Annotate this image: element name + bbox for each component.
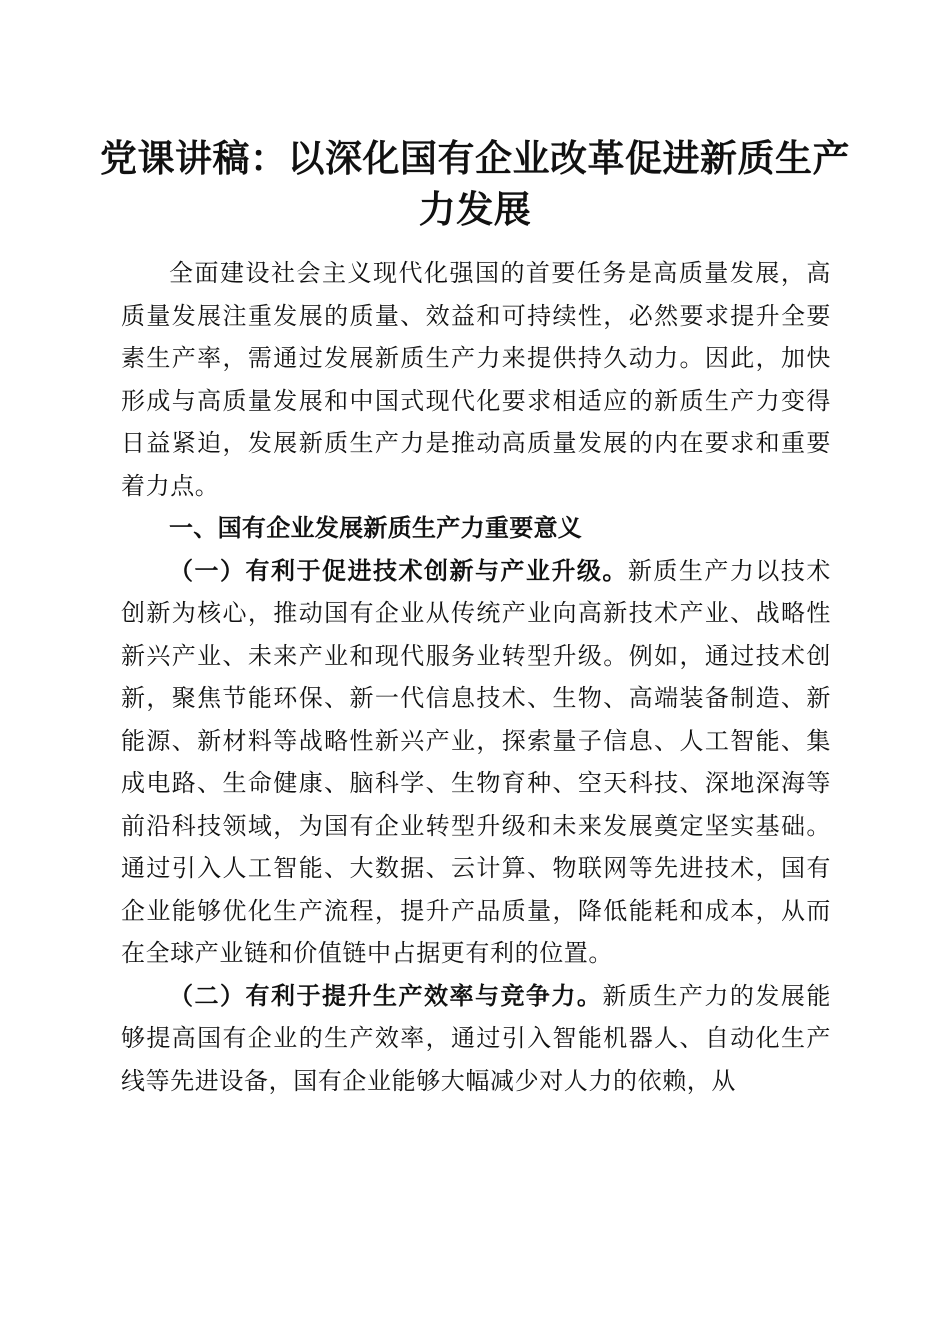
section-1-item-2-text: 新质生产力的发展能够提高国有企业的生产效率，通过引入智能机器人、自动化生产线等先进设备，国有企业能够大幅减少对人力的依赖，从 <box>121 981 832 1095</box>
title-line-1: 党课讲稿：以深化国有企业改革促进新质生产 <box>100 136 850 180</box>
intro-paragraph: 全面建设社会主义现代化强国的首要任务是高质量发展，高质量发展注重发展的质量、效益和可持续性，必然要求提升全要素生产率，需通过发展新质生产力来提供持久动力。因此，加快形成与高质量发展和中国式现代化要求相适应的新质生产力变得日益紧迫，发展新质生产力是推动高质量发展的内在要求和重要着力点。 <box>121 259 831 500</box>
document-body <box>121 252 831 1102</box>
section-1-item-1-text: 新质生产力以技术创新为核心，推动国有企业从传统产业向高新技术产业、战略性新兴产业、未来产业和现代服务业转型升级。例如，通过技术创新，聚焦节能环保、新一代信息技术、生物、高端装备制造、新能源、新材料等战略性新兴产业，探索量子信息、人工智能、集成电路、生命健康、脑科学、生物育种、空天科技、深地深海等前沿科技领域，为国有企业转型升级和未来发展奠定坚实基础。通过引入人工智能、大数据、云计算、物联网等先进技术，国有企业能够优化生产流程，提升产品质量，降低能耗和成本，从而在全球产业链和价值链中占据更有利的位置。 <box>121 556 831 967</box>
section-1-item-1-lead: （一）有利于促进技术创新与产业升级。 <box>169 556 628 585</box>
section-1-item-2 <box>121 975 831 1103</box>
title-line-2: 力发展 <box>418 187 532 231</box>
section-1-item-1 <box>121 550 831 975</box>
document-title <box>100 133 850 235</box>
section-1-item-2-lead: （二）有利于提升生产效率与竞争力。 <box>169 981 603 1010</box>
section-1-heading: 一、国有企业发展新质生产力重要意义 <box>169 514 583 542</box>
